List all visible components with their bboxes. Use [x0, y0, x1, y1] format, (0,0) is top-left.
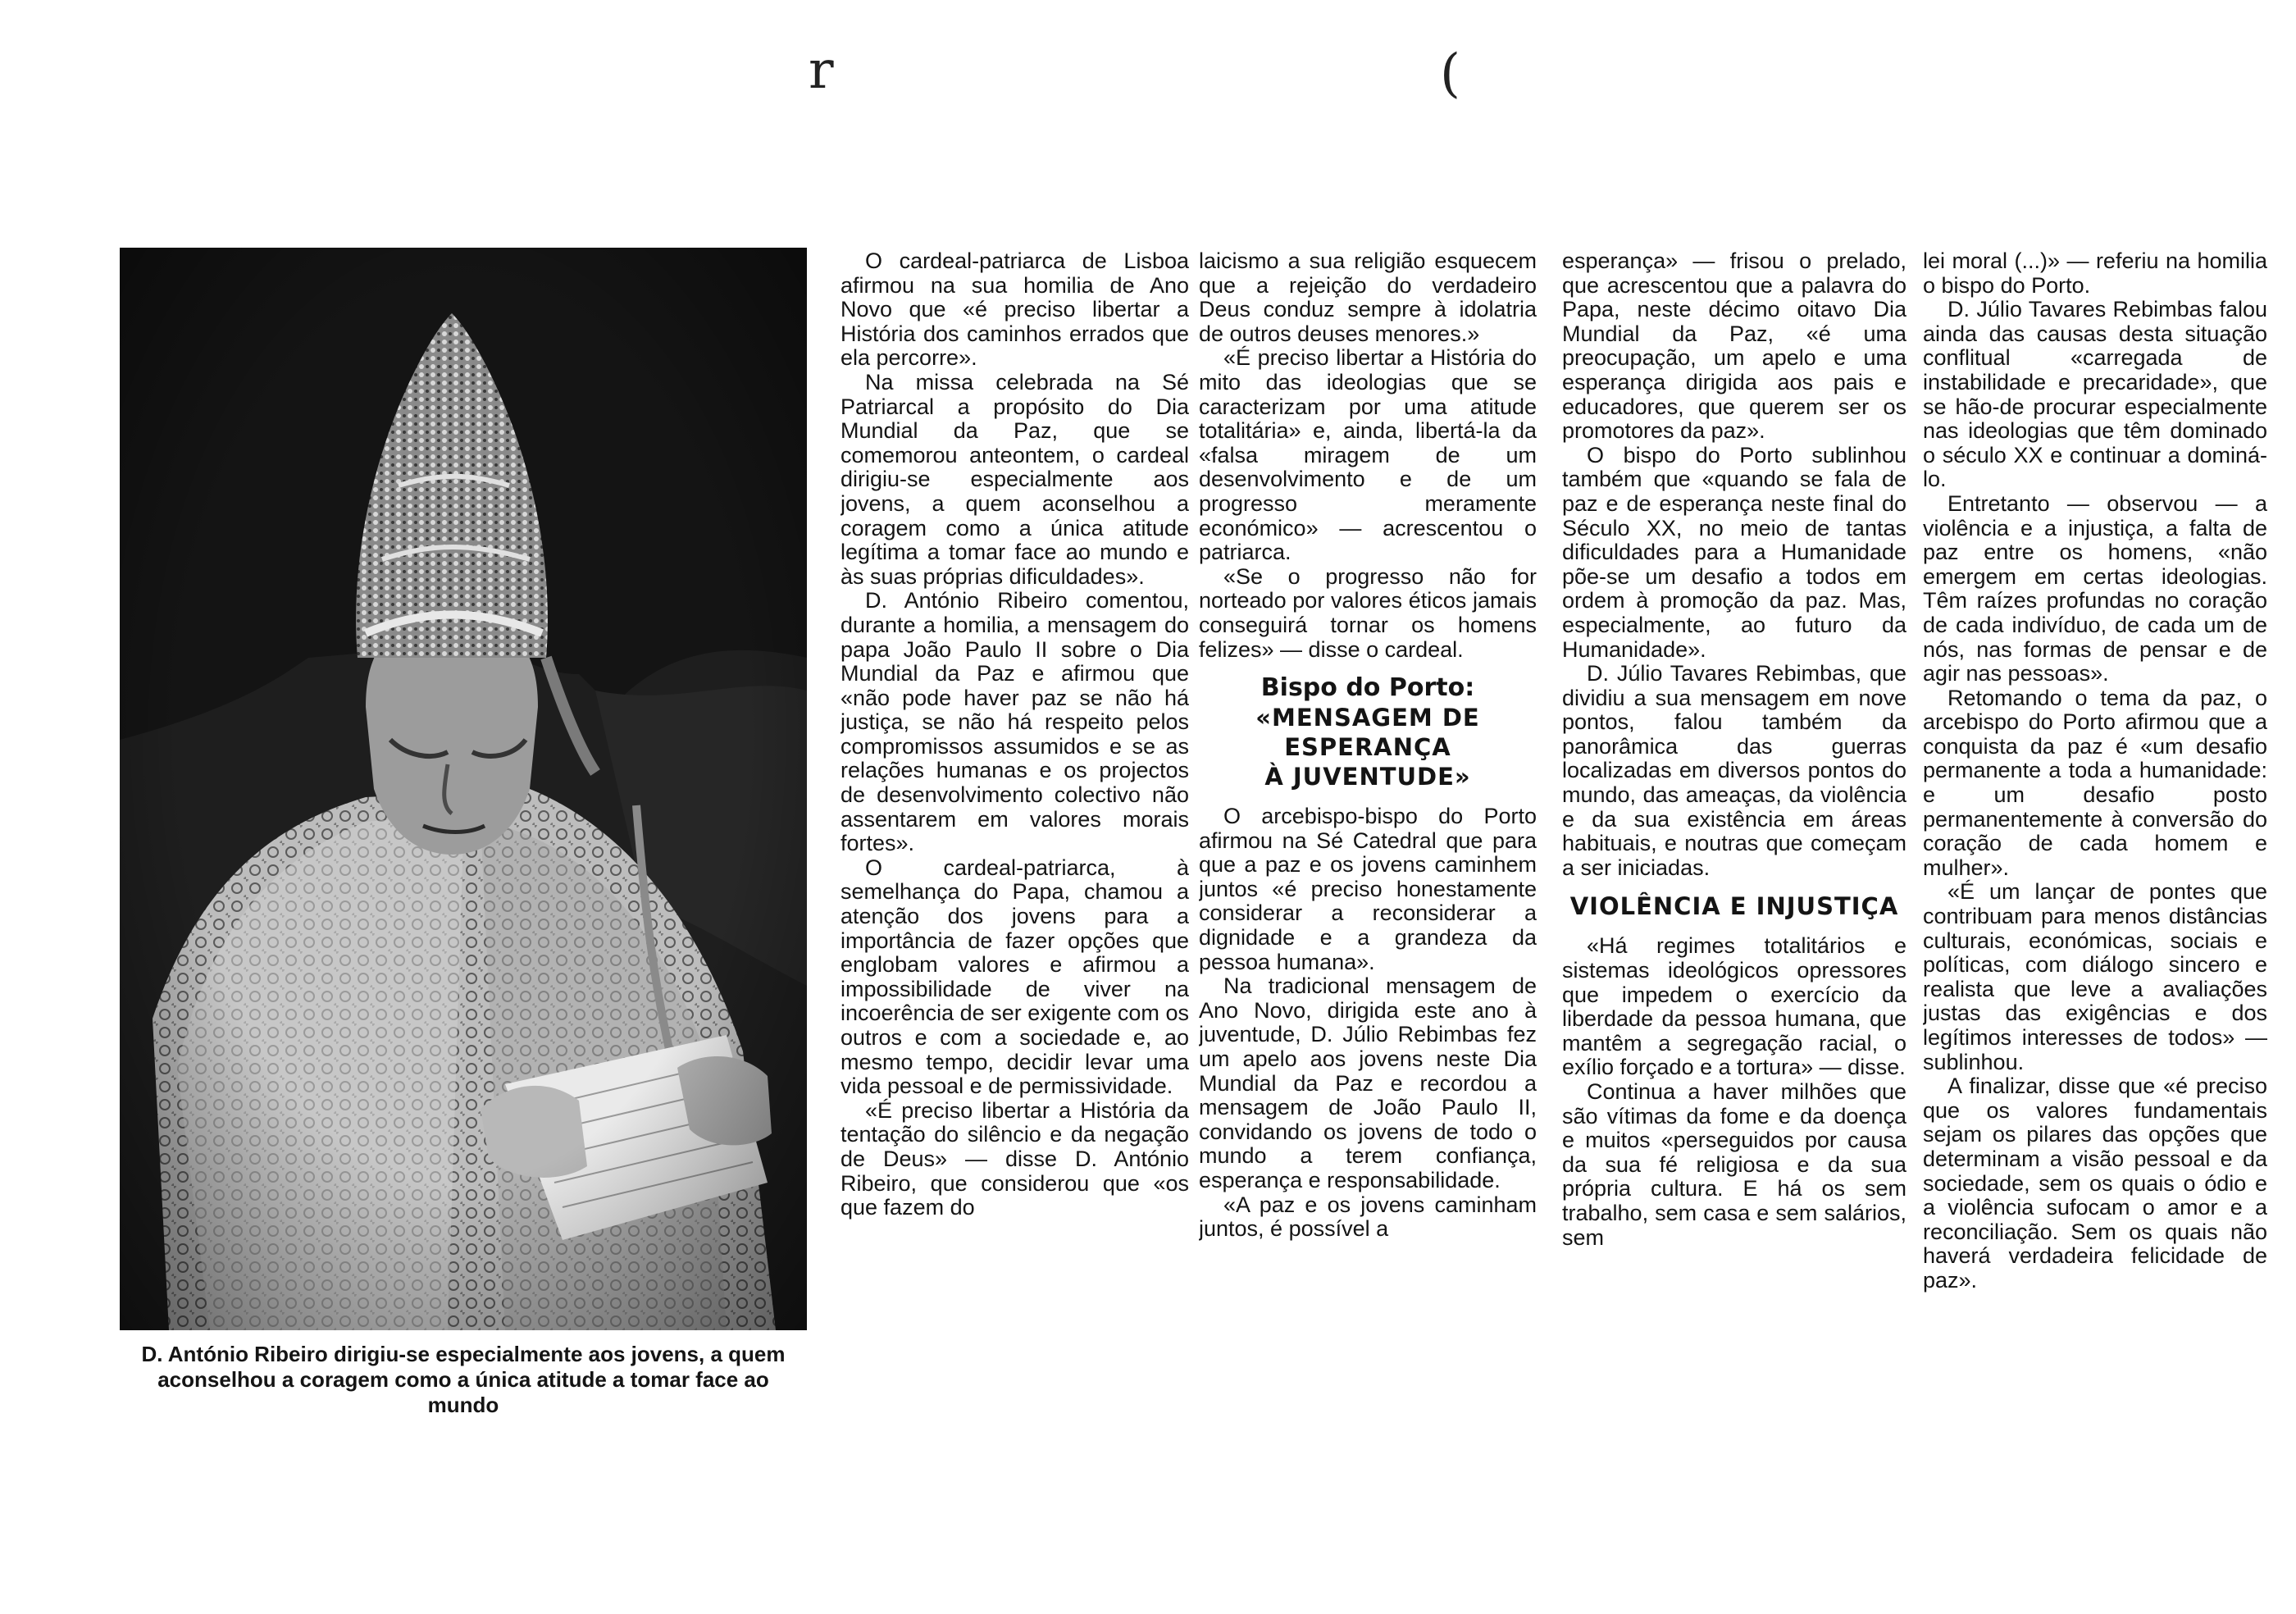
paragraph: Entretanto — observou — a violência e a injustiça, a falta de paz entre os homens, «não emergem em certas ideologias. Têm raízes profundas no coração de cada indivíduo, de cada um de nós, nas formas de pensar e de agir nas pessoas». [1923, 490, 2267, 686]
paragraph: laicismo a sua religião esquecem que a rejeição do verdadeiro Deus conduz sempre à idolatria de outros deuses menores.» [1199, 249, 1537, 346]
paragraph: O cardeal-patriarca de Lisboa afirmou na sua homilia de Ano Novo que «é preciso libertar a História dos caminhos errados que ela percorre». [840, 249, 1189, 371]
paragraph: O cardeal-patriarca, à semelhança do Papa, chamou a atenção dos jovens para a importância de fazer opções que englobam valores e afirmou a impossibilidade de viver na incoerência de ser exigente com os outros e com a sociedade e, ao mesmo tempo, decidir levar uma vida pessoal e de permissividade. [840, 855, 1189, 1099]
section-heading-line: À JUVENTUDE» [1264, 763, 1471, 791]
margin-mark-right: ( [1440, 43, 1460, 104]
paragraph: D. Júlio Tavares Rebimbas, que dividiu a sua mensagem em nove pontos, falou também da panorâmica das guerras localizadas em diversos pontos do mundo, das ameaças, da violência e da sua existência em áreas habituais, e noutras que começam a ser iniciadas. [1562, 661, 1906, 880]
paragraph: Continua a haver milhões que são vítimas da fome e da doença e muitos «perseguidos por causa da sua fé religiosa e da sua própria cultura. E há os sem trabalho, sem casa e sem salários, sem [1562, 1079, 1906, 1250]
paragraph: «É preciso libertar a História do mito das ideologias que se caracterizam por uma atitude totalitária» e, ainda, libertá-la da «falsa miragem de um desenvolvimento e de um progresso meramente económico» — acrescentou o patriarca. [1199, 345, 1537, 565]
paragraph: Retomando o tema da paz, o arcebispo do Porto afirmou que a conquista da paz é «um desafio permanente a toda a humanidade: e um desafio posto permanentemente à conversão do coração de cada homem e mulher». [1923, 685, 2267, 880]
paragraph: D. António Ribeiro comentou, durante a homilia, a mensagem do papa João Paulo II sobre o Dia Mundial da Paz e afirmou que «não pode haver paz se não há justiça, se não há respeito pelos compromissos assumidos e se as relações humanas e os projectos de desenvolvimento colectivo não assentarem em valores morais fortes». [840, 588, 1189, 856]
paragraph: lei moral (...)» — referiu na homilia o bispo do Porto. [1923, 249, 2267, 298]
section-heading-violencia [1562, 891, 1906, 921]
article-column-4 [1923, 249, 2267, 1447]
paragraph: O arcebispo-bispo do Porto afirmou na Sé Catedral que para que a paz e os jovens caminhem juntos «é preciso honestamente considerar a reconsiderar a dignidade e a grandeza da pessoa humana». [1199, 804, 1537, 974]
paragraph: «Há regimes totalitários e sistemas ideológicos opressores que impedem o exercício da liberdade da pessoa humana, que mantêm a segregação racial, o exílio forçado e a tortura» — disse. [1562, 933, 1906, 1080]
paragraph: «É preciso libertar a História da tentação do silêncio e da negação de Deus» — disse D. António Ribeiro, que considerou que «os que fazem do [840, 1097, 1189, 1220]
paragraph: «A paz e os jovens caminham juntos, é possível a [1199, 1192, 1537, 1242]
paragraph: O bispo do Porto sublinhou também que «quando se fala de paz e de esperança neste final do Século XX, no meio de tantas dificuldades para a Humanidade põe-se um desafio a todos em ordem à promoção da paz. Mas, especialmente, ao futuro da Humanidade». [1562, 442, 1906, 662]
cardinal-photo-illustration [120, 248, 807, 1330]
cardinal-photo [120, 248, 807, 1330]
section-heading-line: «MENSAGEM DE ESPERANÇA [1255, 704, 1480, 762]
paragraph: Na tradicional mensagem de Ano Novo, dirigida este ano à juventude, D. Júlio Rebimbas fez um apelo aos jovens neste Dia Mundial da Paz e recordou a mensagem de João Paulo II, convidando os jovens de todo o mundo a terem confiança, esperança e responsabilidade. [1199, 973, 1537, 1192]
section-heading-line: VIOLÊNCIA E INJUSTIÇA [1569, 892, 1899, 921]
article-column-1 [840, 249, 1189, 1447]
paragraph: D. Júlio Tavares Rebimbas falou ainda das causas desta situação conflitual «carregada de instabilidade e precaridade», que se hão-de procurar especialmente nas ideologias que têm dominado o século XX e continuar a dominá-lo. [1923, 297, 2267, 492]
photo-caption: D. António Ribeiro dirigiu-se especialmente aos jovens, a quem aconselhou a coragem como a única atitude a tomar face ao mundo [141, 1342, 786, 1417]
paragraph: A finalizar, disse que «é preciso que os valores fundamentais sejam os pilares das opções que determinam a visão pessoal e da sociedade, sem os quais o ódio e a violência sufocam o amor e a reconciliação. Sem os quais não haverá verdadeira felicidade de paz». [1923, 1074, 2267, 1293]
margin-mark-left: r [809, 40, 834, 101]
paragraph: «É um lançar de pontes que contribuam para menos distâncias culturais, económicas, sociais e políticas, com diálogo sincero e realista que leve a avaliações justas das exigências e dos legítimos interesses de todos» — sublinhou. [1923, 879, 2267, 1074]
section-heading-bispo-do-porto [1199, 673, 1537, 791]
paragraph: esperança» — frisou o prelado, que acrescentou que a palavra do Papa, neste décimo oitavo Dia Mundial da Paz, «é uma preocupação, um apelo e uma esperança dirigida aos pais e educadores, que querem ser os promotores da paz». [1562, 249, 1906, 444]
article-column-3 [1562, 249, 1906, 1447]
paragraph: «Se o progresso não for norteado por valores éticos jamais conseguirá tornar os homens felizes» — disse o cardeal. [1199, 563, 1537, 662]
paragraph: Na missa celebrada na Sé Patriarcal a propósito do Dia Mundial da Paz, que se comemorou anteontem, o cardeal dirigiu-se especialmente aos jovens, a quem aconselhou a coragem como a única atitude legítima a tomar face ao mundo e às suas próprias dificuldades». [840, 369, 1189, 589]
article-column-2 [1199, 249, 1537, 1447]
section-kicker: Bispo do Porto: [1260, 673, 1475, 703]
